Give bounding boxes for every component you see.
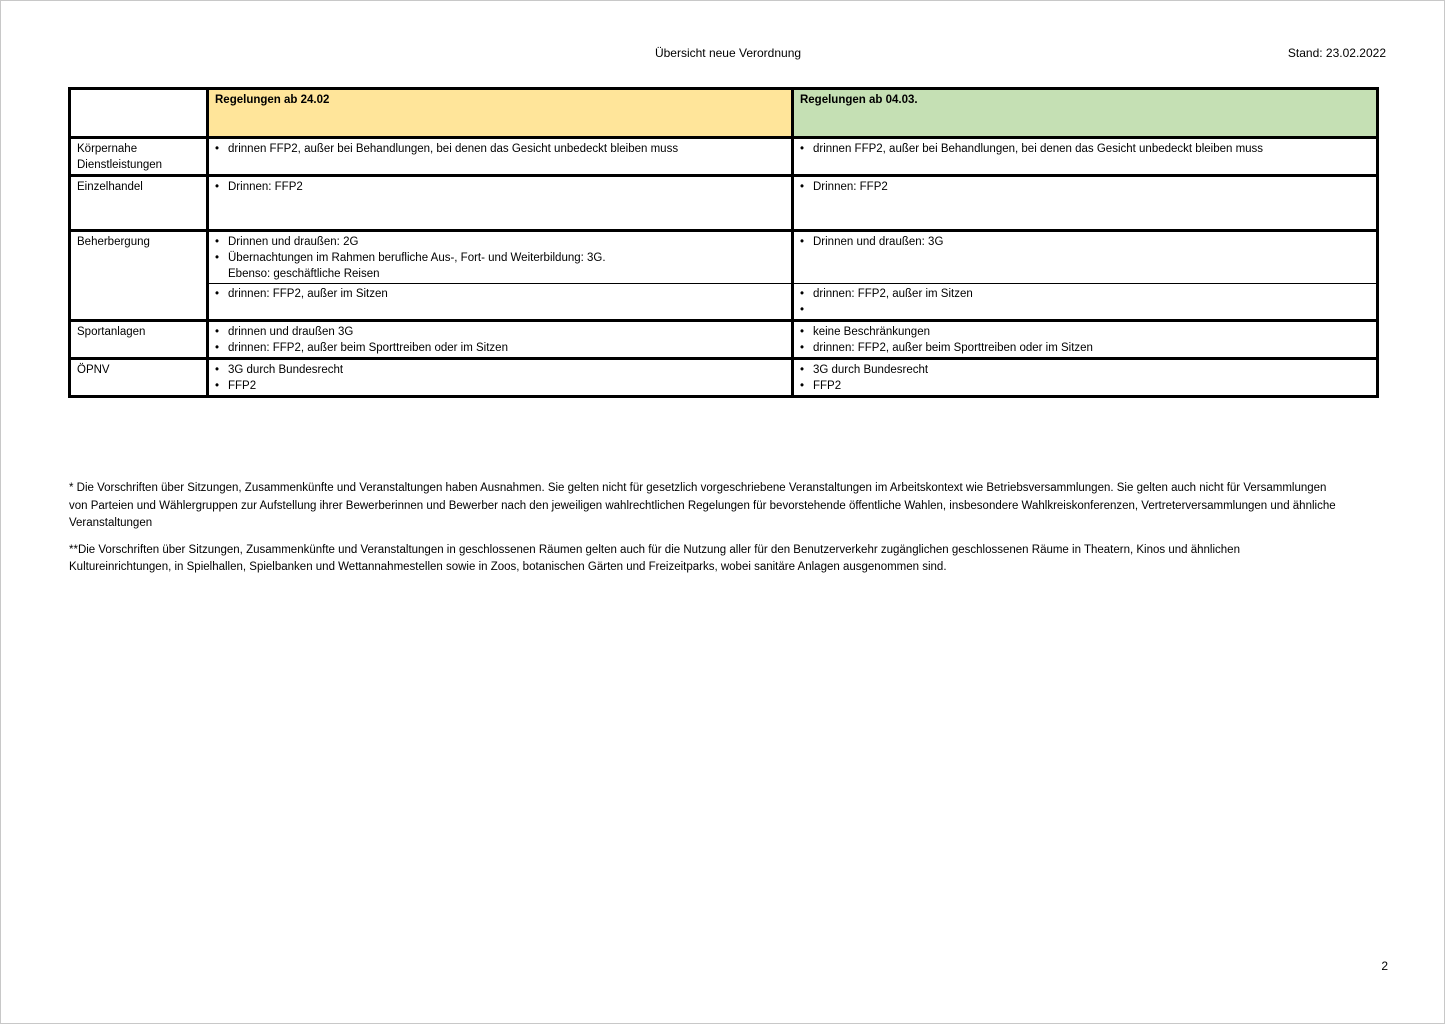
cell-regulation-b (792, 138, 1377, 176)
list-item: • drinnen: FFP2, außer im Sitzen (215, 286, 785, 302)
cell-regulation-b (792, 321, 1377, 359)
footnote-2: **Die Vorschriften über Sitzungen, Zusammenkünfte und Veranstaltungen in geschlossenen Räumen gelten auch für die Nutzung aller für den Benutzerverkehr zugänglichen geschlossenen Räume in Theatern, Kinos und ähnlichen Kultureinrichtungen, in Spielhallen, Spielbanken und Wettannahmestellen sowie in Zoos, botanischen Gärten und Freizeitparks, wobei sanitäre Anlagen ausgenommen sind. (69, 543, 1240, 573)
cell-regulation-a (208, 359, 793, 397)
header-empty-cell (70, 89, 208, 138)
table-row (70, 231, 1378, 284)
list-item-text: Übernachtungen im Rahmen berufliche Aus-, Fort- und Weiterbildung: 3G. (228, 252, 606, 264)
category-label: Körpernahe (77, 143, 138, 155)
table-row (70, 176, 1378, 231)
table-row (70, 138, 1378, 176)
column-header-a: Regelungen ab 24.02 (208, 89, 793, 138)
page-number: 2 (1381, 959, 1388, 973)
table-header-row (70, 89, 1378, 138)
list-item: • drinnen: FFP2, außer beim Sporttreiben oder im Sitzen (215, 340, 785, 356)
row-category: Einzelhandel (70, 176, 208, 231)
cell-regulation-a (208, 321, 793, 359)
list-item: • 3G durch Bundesrecht (800, 362, 1370, 378)
footnote-1: * Die Vorschriften über Sitzungen, Zusammenkünfte und Veranstaltungen haben Ausnahmen. Sie gelten nicht für gesetzlich vorgeschriebene Veranstaltungen im Arbeitskontext wie Betriebsversammlungen. Sie gelten auch nicht für Versammlungen von Parteien und Wählergruppen zur Aufstellung ihrer Bewerberinnen und Bewerber nach den jeweiligen wahlrechtlichen Regelungen für bevorstehende öffentliche Wahlen, insbesondere Wahlkreiskonferenzen, Vertreterversammlungen und ähnliche Veranstaltungen (69, 482, 1336, 529)
list-item: • Drinnen: FFP2 (800, 179, 1370, 195)
table-row (70, 284, 1378, 321)
table-row (70, 321, 1378, 359)
cell-regulation-a (208, 138, 793, 176)
cell-regulation-b (792, 176, 1377, 231)
list-item: • FFP2 (215, 378, 785, 394)
cell-regulation-b (792, 359, 1377, 397)
row-category: Beherbergung (70, 231, 208, 321)
list-item: • drinnen FFP2, außer bei Behandlungen, bei denen das Gesicht unbedeckt bleiben muss (800, 141, 1370, 157)
regulations-table (68, 87, 1379, 398)
row-category: ÖPNV (70, 359, 208, 397)
list-item: • drinnen FFP2, außer bei Behandlungen, bei denen das Gesicht unbedeckt bleiben muss (215, 141, 785, 157)
list-item: • Drinnen und draußen: 3G (800, 234, 1370, 250)
cell-regulation-b (792, 231, 1377, 284)
list-item: • drinnen: FFP2, außer beim Sporttreiben oder im Sitzen (800, 340, 1370, 356)
cell-regulation-a (208, 284, 793, 321)
list-item: • Drinnen und draußen: 2G (215, 234, 785, 250)
document-date: Stand: 23.02.2022 (1287, 46, 1386, 60)
table-row (70, 359, 1378, 397)
column-header-b: Regelungen ab 04.03. (792, 89, 1377, 138)
document-title: Übersicht neue Verordnung (654, 46, 802, 60)
cell-regulation-a (208, 231, 793, 284)
cell-regulation-b (792, 284, 1377, 321)
row-category (70, 138, 208, 176)
list-item (215, 250, 785, 282)
row-category: Sportanlagen (70, 321, 208, 359)
list-item: • Drinnen: FFP2 (215, 179, 785, 195)
cell-regulation-a (208, 176, 793, 231)
list-item: • drinnen: FFP2, außer im Sitzen (800, 286, 1370, 302)
list-item: • drinnen und draußen 3G (215, 324, 785, 340)
list-item: • keine Beschränkungen (800, 324, 1370, 340)
list-item: • 3G durch Bundesrecht (215, 362, 785, 378)
list-item-empty (800, 302, 1370, 318)
list-item: • FFP2 (800, 378, 1370, 394)
category-label-cont: Dienstleistungen (77, 159, 163, 171)
footnotes (69, 480, 1339, 586)
list-item-continuation: Ebenso: geschäftliche Reisen (228, 268, 380, 280)
